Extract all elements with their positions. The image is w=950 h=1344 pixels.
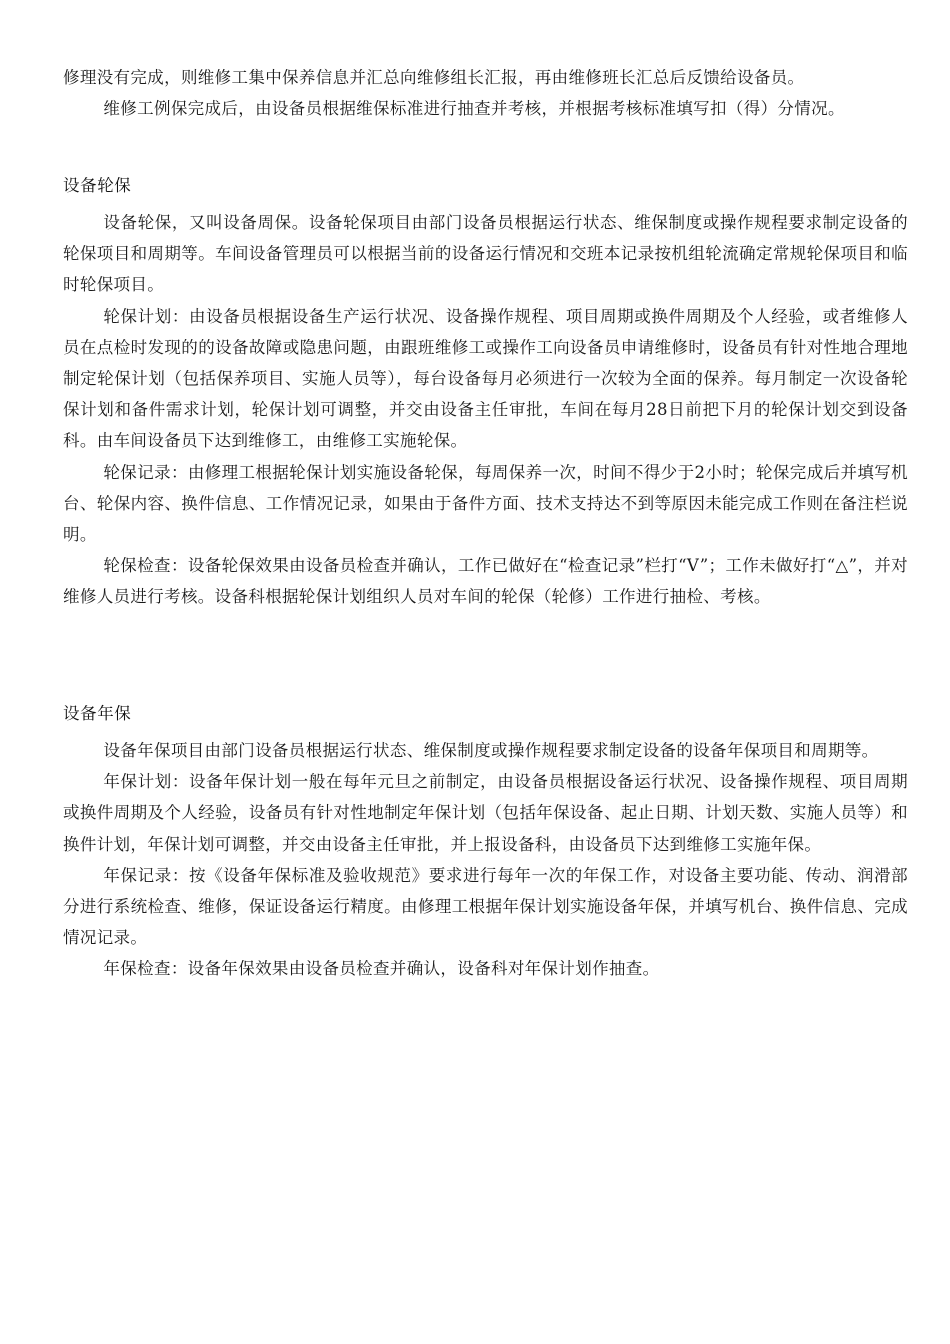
weekly-maintenance-section: [63, 170, 908, 201]
annual-record-paragraph: 年保记录：按《设备年保标准及验收规范》要求进行每年一次的年保工作，对设备主要功能、传动、润滑部分进行系统检查、维修，保证设备运行精度。由修理工根据年保计划实施设备年保，并填写机台、换件信息、完成情况记录。: [63, 865, 908, 948]
annual-maintenance-heading: 设备年保: [63, 704, 132, 723]
weekly-overview-paragraph: 设备轮保，又叫设备周保。设备轮保项目由部门设备员根据运行状态、维保制度或操作规程要求制定设备的轮保项目和周期等。车间设备管理员可以根据当前的设备运行情况和交班本记录按机组轮流确定常规轮保项目和临时轮保项目。: [63, 213, 908, 295]
annual-maintenance-section: [63, 698, 908, 729]
intro-continuation-paragraph: 修理没有完成，则维修工集中保养信息并汇总向维修组长汇报，再由维修班长汇总后反馈给设备员。: [63, 68, 805, 87]
intro-inspection-paragraph: 维修工例保完成后，由设备员根据维保标准进行抽查并考核，并根据考核标准填写扣（得）分情况。: [103, 99, 845, 119]
weekly-maintenance-heading: 设备轮保: [63, 176, 132, 195]
annual-maintenance-body: [63, 735, 908, 985]
weekly-maintenance-body: [63, 207, 908, 613]
weekly-plan-paragraph: 轮保计划：由设备员根据设备生产运行状况、设备操作规程、项目周期或换件周期及个人经验，或者维修人员在点检时发现的的设备故障或隐患问题，由跟班维修工或操作工向设备员申请维修时，设备员有针对性地合理地制定轮保计划（包括保养项目、实施人员等），每台设备每月必须进行一次较为全面的保养。每月制定一次设备轮保计划和备件需求计划，轮保计划可调整，并交由设备主任审批，车间在每月28日前把下月的轮保计划交到设备科。由车间设备员下达到维修工，由维修工实施轮保。: [63, 306, 908, 451]
weekly-check-paragraph: 轮保检查：设备轮保效果由设备员检查并确认，工作已做好在“检查记录”栏打“V”；工作未做好打“△”，并对维修人员进行考核。设备科根据轮保计划组织人员对车间的轮保（轮修）工作进行抽检、考核。: [63, 556, 908, 607]
intro-section: [63, 62, 908, 124]
weekly-record-paragraph: 轮保记录：由修理工根据轮保计划实施设备轮保，每周保养一次，时间不得少于2小时；轮保完成后并填写机台、轮保内容、换件信息、工作情况记录，如果由于备件方面、技术支持达不到等原因未能完成工作则在备注栏说明。: [63, 462, 908, 545]
annual-overview-paragraph: 设备年保项目由部门设备员根据运行状态、维保制度或操作规程要求制定设备的设备年保项目和周期等。: [103, 741, 879, 760]
annual-check-paragraph: 年保检查：设备年保效果由设备员检查并确认，设备科对年保计划作抽查。: [103, 959, 660, 979]
annual-plan-paragraph: 年保计划：设备年保计划一般在每年元旦之前制定，由设备员根据设备运行状况、设备操作规程、项目周期或换件周期及个人经验，设备员有针对性地制定年保计划（包括年保设备、起止日期、计划天数、实施人员等）和换件计划，年保计划可调整，并交由设备主任审批，并上报设备科，由设备员下达到维修工实施年保。: [63, 772, 908, 854]
